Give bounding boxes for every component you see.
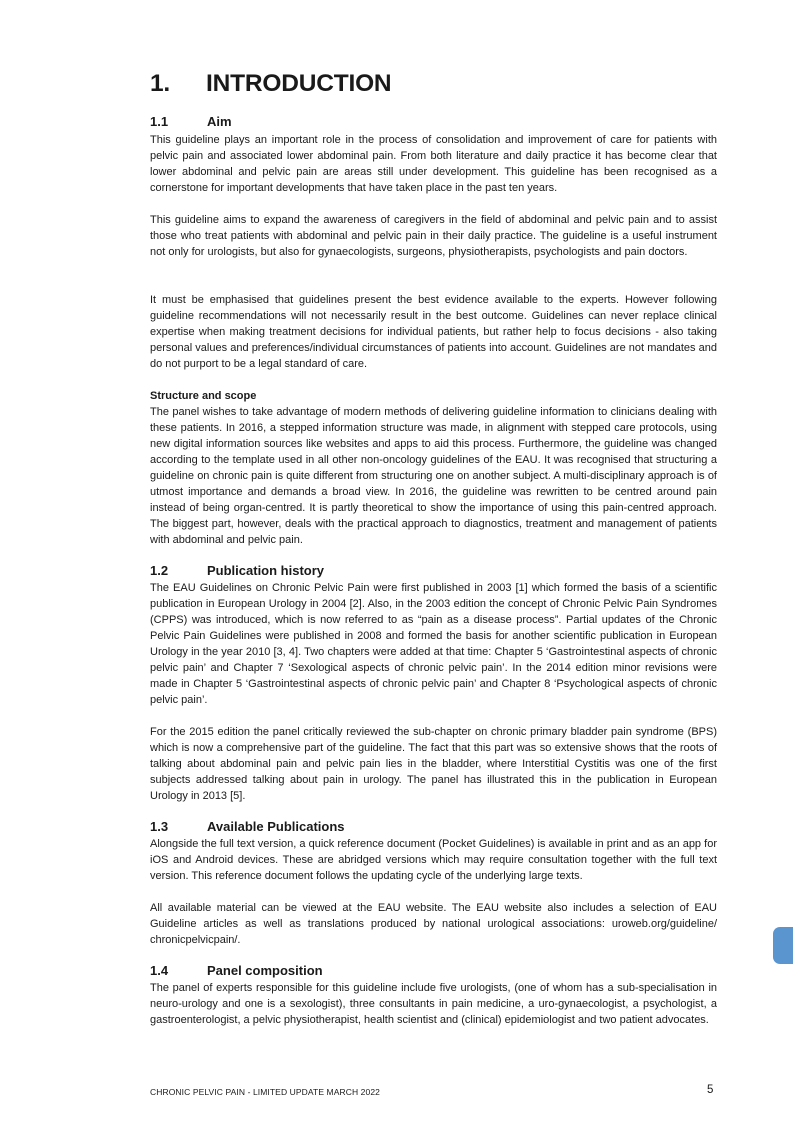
paragraph: The panel of experts responsible for this guideline include five urologists, (one of whom has a sub-specialisation in neuro-urology and one is a sexologist), three consultants in pain medicine, a uro-gynaecologist, a psychologist, a gastroenterologist, a pelvic physiotherapist, health scientist and (clinical) epidemiologist and two patient advocates. <box>150 982 717 1026</box>
paragraph: The EAU Guidelines on Chronic Pelvic Pain were first published in 2003 [1] which formed the basis of a scientific publication in European Urology in 2004 [2]. Also, in the 2003 edition the concept of Chronic Pelvic Pain Syndromes (CPPS) was introduced, which is now referred to as “pain as a disease process”. Partial updates of the Chronic Pelvic Pain Guidelines were published in 2008 and formed the basis for another scientific publication in European Urology in the year 2010 [3, 4]. Two chapters were added at that time: Chapter 5 ‘Gastrointestinal aspects of chronic pelvic pain’ and Chapter 7 ‘Sexological aspects of chronic pelvic pain’. In the 2014 edition minor revisions were made in Chapter 5 ‘Gastrointestinal aspects of chronic pelvic pain’ and Chapter 8 ‘Psychological aspects of chronic pelvic pain’. <box>150 582 717 706</box>
section-number: 1.4 <box>150 963 169 978</box>
section-title: Aim <box>207 114 232 129</box>
page-number: 5 <box>707 1084 714 1096</box>
section-title: Available Publications <box>207 819 345 834</box>
section-heading-publication-history <box>150 563 324 579</box>
section-number: 1.3 <box>150 819 169 834</box>
paragraph: All available material can be viewed at the EAU website. The EAU website also includes a selection of EAU Guideline articles as well as translations produced by national urological associations: uroweb.org/guideline/ chronicpelvicpain/. <box>150 902 717 946</box>
chapter-title-text: INTRODUCTION <box>206 70 392 97</box>
subheading-structure-and-scope: Structure and scope <box>150 390 257 402</box>
footer-title: CHRONIC PELVIC PAIN - LIMITED UPDATE MARCH 2022 <box>150 1087 380 1097</box>
section-number: 1.1 <box>150 114 169 129</box>
chapter-side-tab[interactable] <box>773 927 793 964</box>
section-heading-aim <box>150 114 232 130</box>
section-number: 1.2 <box>150 563 169 578</box>
chapter-title <box>150 70 391 98</box>
paragraph: This guideline plays an important role in the process of consolidation and improvement of care for patients with pelvic pain and associated lower abdominal pain. From both literature and daily practice it has become clear that lower abdominal and pelvic pain are areas still under development. This guideline has been recognised as a cornerstone for important developments that have taken place in the past ten years. <box>150 134 717 194</box>
chapter-number: 1. <box>150 70 171 97</box>
paragraph: Alongside the full text version, a quick reference document (Pocket Guidelines) is available in print and as an app for iOS and Android devices. These are abridged versions which may require consultation together with the full text version. This reference document follows the updating cycle of the underlying large texts. <box>150 838 717 882</box>
paragraph: For the 2015 edition the panel critically reviewed the sub-chapter on chronic primary bladder pain syndrome (BPS) which is now a comprehensive part of the guideline. The fact that this part was so extensive shows that the roots of talking about abdominal pain and pelvic pain lies in the bladder, where Interstitial Cystitis was one of the first subjects addressed talking about pain in urology. The panel has illustrated this in the publication in European Urology in 2013 [5]. <box>150 726 717 802</box>
section-title: Publication history <box>207 563 325 578</box>
section-heading-available-publications <box>150 819 345 835</box>
section-heading-panel-composition <box>150 963 323 979</box>
paragraph: The panel wishes to take advantage of modern methods of delivering guideline information to clinicians dealing with these patients. In 2016, a stepped information structure was made, in alignment with stepped care protocols, using new digital information sources like websites and apps to aid this process. Furthermore, the guideline was changed according to the template used in all other non-oncology guidelines of the EAU. It was recognised that structuring a guideline on chronic pain is quite different from structuring one on another subject. A multi-disciplinary approach is of utmost importance and demands a broad view. In 2016, the guideline was rewritten to be centred around pain instead of being organ-centred. It is partly theoretical to show the importance of using this pain-centred approach. The biggest part, however, deals with the practical approach to diagnostics, treatment and management of patients with abdominal and pelvic pain. <box>150 406 717 546</box>
paragraph: It must be emphasised that guidelines present the best evidence available to the experts. However following guideline recommendations will not necessarily result in the best outcome. Guidelines can never replace clinical expertise when making treatment decisions for individual patients, but rather help to focus decisions - also taking personal values and preferences/individual circumstances of patients into account. Guidelines are not mandates and do not purport to be a legal standard of care. <box>150 294 717 370</box>
section-title: Panel composition <box>207 963 323 978</box>
paragraph: This guideline aims to expand the awareness of caregivers in the field of abdominal and pelvic pain and to assist those who treat patients with abdominal and pelvic pain in their daily practice. The guideline is a useful instrument not only for urologists, but also for gynaecologists, surgeons, physiotherapists, psychologists and pain doctors. <box>150 214 717 258</box>
